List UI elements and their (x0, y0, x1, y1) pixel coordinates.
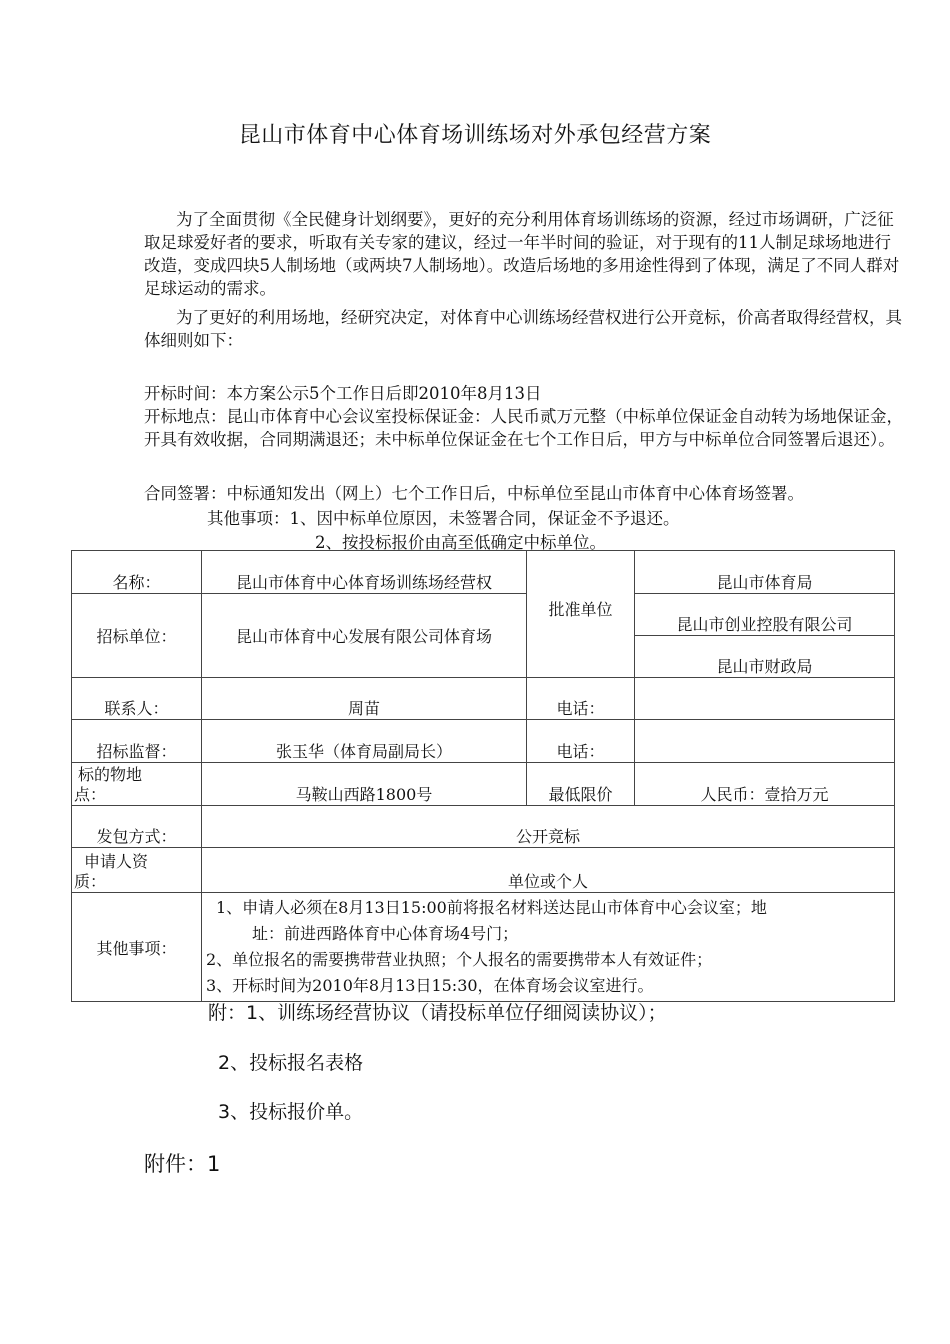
contract-signing: 合同签署：中标通知发出（网上）七个工作日后，中标单位至昆山市体育中心体育场签署。 (144, 484, 804, 503)
attachment-2: 2、投标报名表格 (218, 1052, 364, 1074)
table-row (72, 806, 895, 848)
tender-unit-label: 招标单位： (72, 594, 202, 678)
min-price-label: 最低限价 (527, 763, 635, 806)
other-matters-1: 其他事项：1、因中标单位原因，未签署合同，保证金不予退还。 (207, 509, 680, 528)
table-row (72, 893, 895, 1002)
approval-unit-3: 昆山市财政局 (635, 636, 895, 678)
approval-unit-1: 昆山市体育局 (635, 551, 895, 594)
table-row (72, 594, 895, 636)
other-matters-2: 2、按投标报价由高至低确定中标单位。 (315, 533, 606, 552)
qualification-value: 单位或个人 (202, 848, 895, 893)
note-1b: 址：前进西路体育中心体育场4号门； (252, 924, 519, 943)
phone-label: 电话： (527, 720, 635, 763)
contact-label: 联系人： (72, 678, 202, 720)
table-row (72, 763, 895, 806)
location-label-line-2: 点： (74, 785, 107, 804)
qualification-label (72, 848, 202, 893)
supervisor-label: 招标监督： (72, 720, 202, 763)
intro-paragraph-1: 为了全面贯彻《全民健身计划纲要》，更好的充分利用体育场训练场的资源，经过市场调研，广泛征取足球爱好者的要求，听取有关专家的建议，经过一年半时间的验证，对于现有的11人制足球场地进行改造，变成四块5人制场地（或两块7人制场地）。改造后场地的多用途性得到了体现，满足了不同人群对足球运动的需求。 (144, 210, 900, 298)
bid-time: 开标时间：本方案公示5个工作日后即2010年8月13日 (144, 384, 542, 403)
note-3: 3、开标时间为2010年8月13日15:30，在体育场会议室进行。 (206, 976, 654, 995)
tender-info-table (71, 550, 895, 1002)
notes-cell (202, 893, 895, 1002)
bid-place: 开标地点：昆山市体育中心会议室投标保证金：人民币贰万元整（中标单位保证金自动转为场地保证金，开具有效收据，合同期满退还；未中标单位保证金在七个工作日后，甲方与中标单位合同签署后退还）。 (144, 407, 903, 449)
name-value: 昆山市体育中心体育场训练场经营权 (202, 551, 527, 594)
name-label: 名称： (72, 551, 202, 594)
phone-label: 电话： (527, 678, 635, 720)
approval-label: 批准单位 (527, 551, 635, 678)
qualification-label-line-1: 申请人资 (84, 852, 149, 871)
notes-label: 其他事项： (72, 893, 202, 1002)
phone-value (635, 678, 895, 720)
tender-unit-value: 昆山市体育中心发展有限公司体育场 (202, 594, 527, 678)
table-row (72, 848, 895, 893)
contract-mode-value: 公开竞标 (202, 806, 895, 848)
note-2: 2、单位报名的需要携带营业执照；个人报名的需要携带本人有效证件； (206, 950, 713, 969)
attachment-1: 附：1、训练场经营协议（请投标单位仔细阅读协议）； (208, 1002, 667, 1024)
attachment-3: 3、投标报价单。 (218, 1101, 364, 1123)
phone-value (635, 720, 895, 763)
location-label-line-1: 标的物地 (78, 765, 143, 784)
qualification-label-line-2: 质： (74, 872, 107, 891)
contact-value: 周苗 (202, 678, 527, 720)
table-row (72, 720, 895, 763)
intro-paragraph-2: 为了更好的利用场地，经研究决定，对体育中心训练场经营权进行公开竞标，价高者取得经营权，具体细则如下： (144, 308, 902, 350)
page-title: 昆山市体育中心体育场训练场对外承包经营方案 (238, 123, 712, 148)
appendix-label: 附件：1 (144, 1152, 221, 1176)
approval-unit-2: 昆山市创业控股有限公司 (635, 594, 895, 636)
contract-mode-label: 发包方式： (72, 806, 202, 848)
location-value: 马鞍山西路1800号 (202, 763, 527, 806)
min-price-value: 人民币：壹拾万元 (635, 763, 895, 806)
note-1a: 1、申请人必须在8月13日15:00前将报名材料送达昆山市体育中心会议室；地 (216, 898, 767, 917)
table-row (72, 551, 895, 594)
table-row (72, 678, 895, 720)
location-label (72, 763, 202, 806)
supervisor-value: 张玉华（体育局副局长） (202, 720, 527, 763)
